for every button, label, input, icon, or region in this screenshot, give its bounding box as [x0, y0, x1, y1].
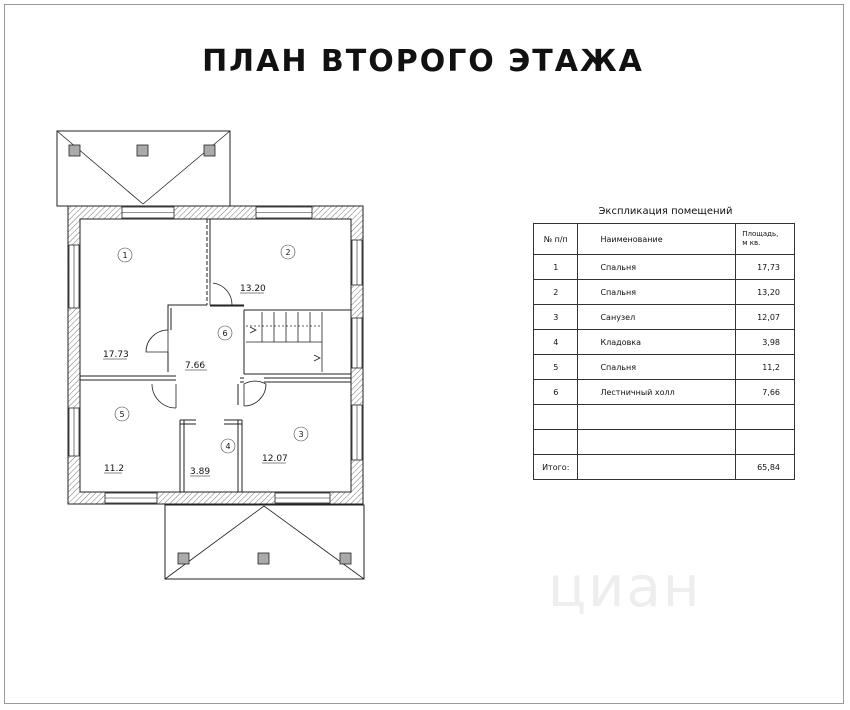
header-name: Наименование [578, 224, 736, 255]
room-1 [103, 248, 132, 360]
room-1-number: 1 [122, 251, 128, 260]
header-num: № п/п [534, 224, 578, 255]
room-6-area: 7.66 [185, 361, 206, 371]
total-label: Итого: [534, 455, 578, 480]
row-name: Спальня [578, 280, 736, 305]
row-name [578, 405, 736, 430]
table-header-row [534, 224, 795, 255]
total-row [534, 455, 795, 480]
total-empty [578, 455, 736, 480]
table-row [534, 255, 795, 280]
doors [146, 283, 266, 408]
table-row [534, 430, 795, 455]
table-row [534, 355, 795, 380]
room-6 [185, 326, 232, 371]
room-1-area: 17.73 [103, 350, 129, 360]
room-2-number: 2 [285, 248, 291, 257]
room-5-number: 5 [119, 410, 125, 419]
table-row [534, 305, 795, 330]
row-num: 5 [534, 355, 578, 380]
row-num: 2 [534, 280, 578, 305]
room-5 [104, 407, 129, 474]
bottom-balcony [165, 505, 364, 579]
watermark: циан [548, 555, 702, 620]
room-4-area: 3.89 [190, 467, 211, 477]
row-name: Спальня [578, 355, 736, 380]
row-name: Лестничный холл [578, 380, 736, 405]
row-area: 3,98 [736, 330, 795, 355]
explication-table-block [533, 206, 798, 480]
room-2-area: 13.20 [240, 284, 266, 294]
row-num: 3 [534, 305, 578, 330]
row-name: Кладовка [578, 330, 736, 355]
table-row [534, 405, 795, 430]
row-area: 12,07 [736, 305, 795, 330]
staircase [246, 312, 322, 372]
header-area: Площадь, м кв. [736, 224, 795, 255]
row-area: 11,2 [736, 355, 795, 380]
row-area: 7,66 [736, 380, 795, 405]
row-name [578, 430, 736, 455]
top-balcony [57, 131, 230, 206]
table-row [534, 380, 795, 405]
explication-title: Экспликация помещений [598, 206, 733, 217]
row-num [534, 430, 578, 455]
room-6-number: 6 [222, 329, 228, 338]
table-row [534, 330, 795, 355]
explication-table [533, 223, 795, 480]
room-5-area: 11.2 [104, 464, 125, 474]
row-area [736, 405, 795, 430]
page-title: ПЛАН ВТОРОГО ЭТАЖА [202, 44, 644, 79]
row-area: 13,20 [736, 280, 795, 305]
row-num [534, 405, 578, 430]
room-4-number: 4 [225, 442, 231, 451]
room-3 [262, 427, 308, 464]
table-row [534, 280, 795, 305]
total-value: 65,84 [736, 455, 795, 480]
room-3-area: 12.07 [262, 454, 288, 464]
row-num: 4 [534, 330, 578, 355]
room-4 [190, 439, 235, 477]
row-area: 17,73 [736, 255, 795, 280]
row-name: Спальня [578, 255, 736, 280]
row-num: 1 [534, 255, 578, 280]
row-name: Санузел [578, 305, 736, 330]
room-2 [240, 245, 295, 294]
row-area [736, 430, 795, 455]
room-3-number: 3 [298, 430, 304, 439]
row-num: 6 [534, 380, 578, 405]
